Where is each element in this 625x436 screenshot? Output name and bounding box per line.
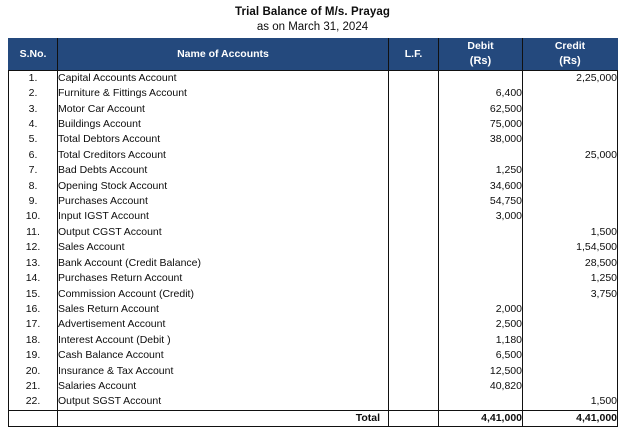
cell-account-name: Bad Debts Account [58, 163, 389, 178]
total-cell-lf [389, 410, 439, 426]
cell-account-name: Sales Return Account [58, 302, 389, 317]
cell-debit: 12,500 [439, 364, 523, 379]
cell-debit [439, 225, 523, 240]
table-row[interactable] [9, 102, 618, 117]
cell-lf [389, 148, 439, 163]
cell-debit: 1,180 [439, 333, 523, 348]
cell-debit: 75,000 [439, 117, 523, 132]
cell-lf [389, 132, 439, 147]
header-row [9, 39, 618, 71]
table-body [9, 70, 618, 426]
cell-account-name: Opening Stock Account [58, 179, 389, 194]
cell-debit: 2,000 [439, 302, 523, 317]
table-row[interactable] [9, 379, 618, 394]
cell-credit: 1,250 [523, 271, 618, 286]
cell-credit: 1,500 [523, 394, 618, 410]
cell-lf [389, 225, 439, 240]
table-row[interactable] [9, 209, 618, 224]
cell-lf [389, 364, 439, 379]
total-debit: 4,41,000 [439, 410, 523, 426]
cell-debit [439, 287, 523, 302]
column-header-lf-label: L.F. [404, 47, 423, 60]
cell-credit [523, 117, 618, 132]
column-header-name-label: Name of Accounts [177, 47, 269, 60]
trial-balance-table-wrapper [8, 38, 617, 427]
cell-credit [523, 317, 618, 332]
cell-credit [523, 132, 618, 147]
cell-debit: 6,500 [439, 348, 523, 363]
cell-lf [389, 240, 439, 255]
cell-debit [439, 70, 523, 86]
cell-credit [523, 102, 618, 117]
table-row[interactable] [9, 271, 618, 286]
cell-sno: 19. [9, 348, 58, 363]
table-row[interactable] [9, 163, 618, 178]
column-header-lf [389, 39, 439, 71]
cell-lf [389, 86, 439, 101]
column-header-credit-label: Credit [554, 40, 586, 52]
column-header-name [58, 39, 389, 71]
cell-lf [389, 194, 439, 209]
cell-lf [389, 163, 439, 178]
cell-debit: 38,000 [439, 132, 523, 147]
cell-lf [389, 379, 439, 394]
cell-sno: 2. [9, 86, 58, 101]
cell-debit [439, 271, 523, 286]
cell-sno: 21. [9, 379, 58, 394]
cell-credit [523, 163, 618, 178]
cell-debit: 6,400 [439, 86, 523, 101]
table-row[interactable] [9, 225, 618, 240]
column-header-credit [523, 39, 618, 71]
cell-lf [389, 256, 439, 271]
cell-credit: 25,000 [523, 148, 618, 163]
cell-debit: 3,000 [439, 209, 523, 224]
cell-account-name: Insurance & Tax Account [58, 364, 389, 379]
cell-lf [389, 209, 439, 224]
cell-account-name: Buildings Account [58, 117, 389, 132]
cell-sno: 8. [9, 179, 58, 194]
cell-account-name: Output SGST Account [58, 394, 389, 410]
cell-credit [523, 379, 618, 394]
total-cell-sno [9, 410, 58, 426]
cell-lf [389, 271, 439, 286]
cell-sno: 10. [9, 209, 58, 224]
cell-sno: 7. [9, 163, 58, 178]
cell-sno: 22. [9, 394, 58, 410]
cell-account-name: Sales Account [58, 240, 389, 255]
cell-debit: 40,820 [439, 379, 523, 394]
table-row[interactable] [9, 333, 618, 348]
cell-sno: 5. [9, 132, 58, 147]
cell-sno: 11. [9, 225, 58, 240]
table-row[interactable] [9, 117, 618, 132]
cell-credit [523, 364, 618, 379]
cell-account-name: Interest Account (Debit ) [58, 333, 389, 348]
cell-lf [389, 179, 439, 194]
page-subtitle: as on March 31, 2024 [256, 21, 369, 33]
cell-sno: 4. [9, 117, 58, 132]
table-row[interactable] [9, 86, 618, 101]
column-header-sno-label: S.No. [19, 47, 47, 60]
table-row[interactable] [9, 256, 618, 271]
cell-account-name: Input IGST Account [58, 209, 389, 224]
table-row[interactable] [9, 179, 618, 194]
cell-account-name: Salaries Account [58, 379, 389, 394]
cell-debit: 54,750 [439, 194, 523, 209]
cell-sno: 20. [9, 364, 58, 379]
cell-credit [523, 179, 618, 194]
cell-lf [389, 394, 439, 410]
cell-account-name: Furniture & Fittings Account [58, 86, 389, 101]
cell-debit [439, 256, 523, 271]
cell-sno: 15. [9, 287, 58, 302]
total-credit: 4,41,000 [523, 410, 618, 426]
cell-account-name: Output CGST Account [58, 225, 389, 240]
column-header-sno [9, 39, 58, 71]
cell-credit: 28,500 [523, 256, 618, 271]
cell-credit [523, 302, 618, 317]
cell-credit [523, 86, 618, 101]
cell-lf [389, 348, 439, 363]
cell-debit: 62,500 [439, 102, 523, 117]
table-row[interactable] [9, 364, 618, 379]
column-header-debit-label: Debit [467, 40, 494, 52]
cell-lf [389, 102, 439, 117]
cell-debit: 2,500 [439, 317, 523, 332]
cell-lf [389, 70, 439, 86]
table-row[interactable] [9, 70, 618, 86]
table-row[interactable] [9, 132, 618, 147]
cell-debit [439, 148, 523, 163]
table-row[interactable] [9, 348, 618, 363]
cell-credit [523, 348, 618, 363]
cell-account-name: Commission Account (Credit) [58, 287, 389, 302]
cell-account-name: Purchases Account [58, 194, 389, 209]
column-header-credit-unit: (Rs) [559, 55, 581, 68]
cell-account-name: Motor Car Account [58, 102, 389, 117]
table-row[interactable] [9, 287, 618, 302]
cell-debit [439, 240, 523, 255]
page-title: Trial Balance of M/s. Prayag [235, 6, 390, 18]
cell-credit: 3,750 [523, 287, 618, 302]
cell-sno: 18. [9, 333, 58, 348]
cell-debit: 34,600 [439, 179, 523, 194]
cell-account-name: Total Debtors Account [58, 132, 389, 147]
cell-sno: 1. [9, 70, 58, 86]
cell-lf [389, 287, 439, 302]
table-total-row [9, 410, 618, 426]
cell-debit: 1,250 [439, 163, 523, 178]
cell-lf [389, 302, 439, 317]
table-row[interactable] [9, 148, 618, 163]
document-title-block [0, 0, 625, 35]
cell-sno: 12. [9, 240, 58, 255]
cell-lf [389, 117, 439, 132]
cell-debit [439, 394, 523, 410]
cell-sno: 14. [9, 271, 58, 286]
cell-credit [523, 194, 618, 209]
cell-credit [523, 209, 618, 224]
cell-sno: 17. [9, 317, 58, 332]
trial-balance-table [8, 38, 618, 427]
table-header [9, 39, 618, 71]
cell-credit: 1,54,500 [523, 240, 618, 255]
cell-sno: 16. [9, 302, 58, 317]
cell-lf [389, 333, 439, 348]
cell-account-name: Total Creditors Account [58, 148, 389, 163]
cell-credit: 2,25,000 [523, 70, 618, 86]
cell-sno: 13. [9, 256, 58, 271]
cell-account-name: Purchases Return Account [58, 271, 389, 286]
table-row[interactable] [9, 317, 618, 332]
table-row[interactable] [9, 194, 618, 209]
cell-credit: 1,500 [523, 225, 618, 240]
cell-credit [523, 333, 618, 348]
cell-account-name: Cash Balance Account [58, 348, 389, 363]
cell-sno: 3. [9, 102, 58, 117]
table-row[interactable] [9, 394, 618, 410]
table-row[interactable] [9, 302, 618, 317]
cell-sno: 9. [9, 194, 58, 209]
column-header-debit [439, 39, 523, 71]
cell-lf [389, 317, 439, 332]
column-header-debit-unit: (Rs) [469, 55, 492, 68]
cell-account-name: Advertisement Account [58, 317, 389, 332]
cell-account-name: Capital Accounts Account [58, 70, 389, 86]
cell-sno: 6. [9, 148, 58, 163]
total-label: Total [58, 410, 389, 426]
cell-account-name: Bank Account (Credit Balance) [58, 256, 389, 271]
table-row[interactable] [9, 240, 618, 255]
